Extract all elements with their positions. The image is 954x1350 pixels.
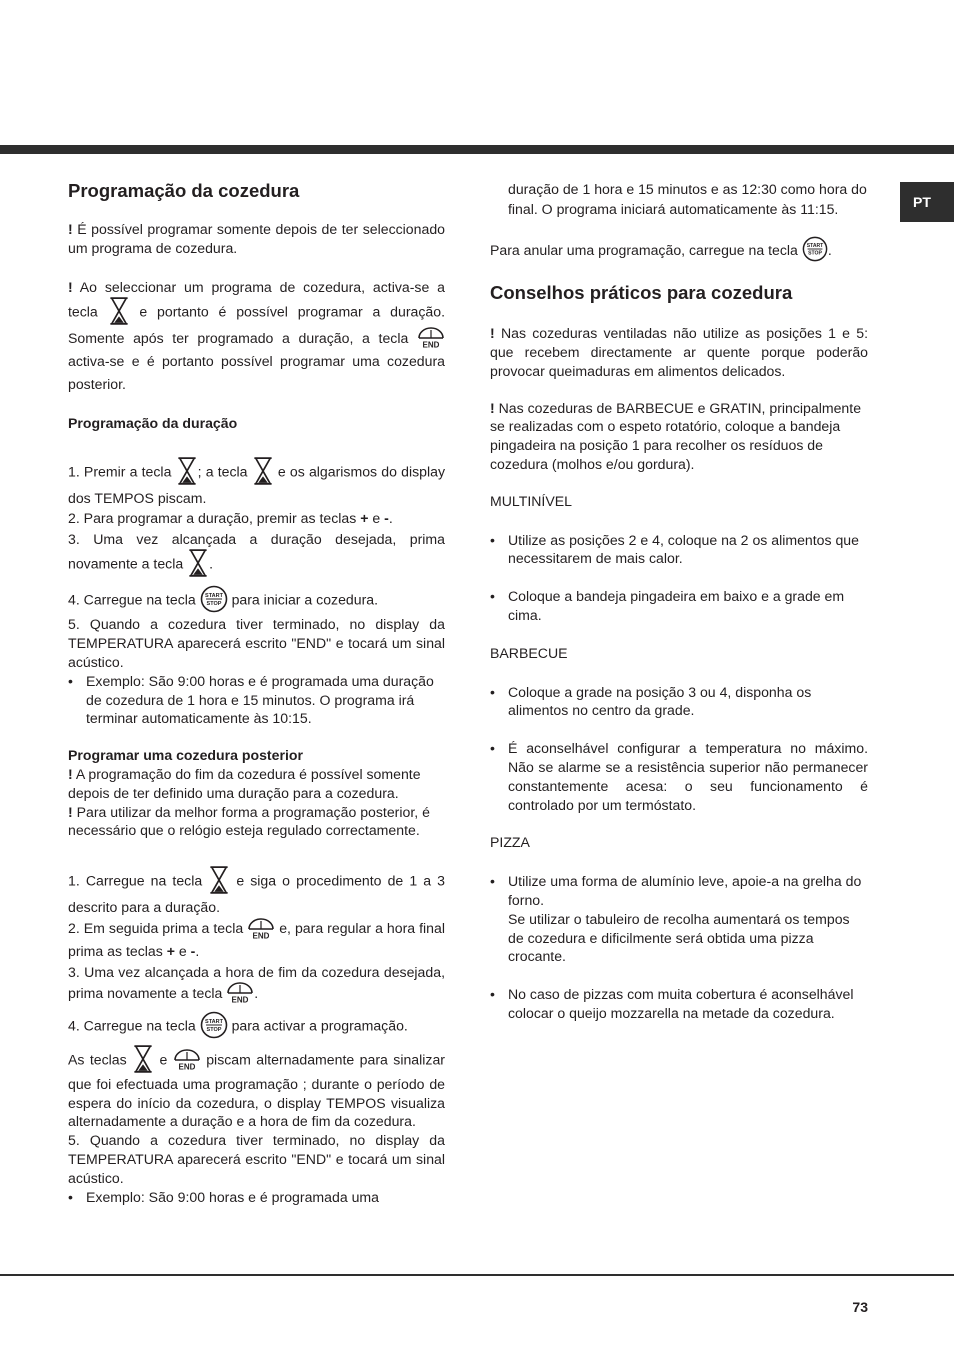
start-stop-icon [802, 236, 828, 262]
svg-text:END: END [231, 995, 249, 1003]
hourglass-icon [108, 297, 130, 325]
note-delayed-2: ! Para utilizar da melhor forma a programação posterior, é necessário que o relógio esteja regulado correctamente. [68, 803, 430, 839]
step-delayed-3: 3. Uma vez alcançada a hora de fim da cozedura desejada, prima novamente a tecla END . [68, 963, 445, 1003]
note-delayed-1: ! A programação do fim da cozedura é possível somente depois de ter definido uma duração para a cozedura. [68, 766, 421, 801]
tip-multilevel-2: • Coloque a bandeja pingadeira em baixo e a grade em cima. [490, 587, 868, 625]
step-duration-2: 2. Para programar a duração, premir as teclas + e -. [68, 509, 393, 526]
start-stop-icon [200, 1011, 228, 1039]
svg-text:END: END [252, 931, 270, 939]
tip-pizza-1-continued: Se utilizar o tabuleiro de recolha aumentará os tempos de cozedura e dificilmente será obtida uma pizza crocante. [508, 910, 850, 965]
footer-rule [0, 1274, 954, 1276]
language-tab [900, 182, 954, 222]
svg-text:START: START [204, 593, 223, 600]
tip-barbecue-1: • Coloque a grade na posição 3 ou 4, disponha os alimentos no centro da grade. [490, 683, 868, 721]
tip-multilevel-1: • Utilize as posições 2 e 4, coloque na 2 os alimentos que necessitarem de mais calor. [490, 531, 868, 569]
language-label: PT [913, 194, 931, 210]
right-column [490, 180, 868, 1023]
svg-text:START: START [806, 243, 824, 250]
step-duration-3: 3. Uma vez alcançada a duração desejada, prima novamente a tecla . [68, 527, 445, 579]
hourglass-icon [132, 1045, 154, 1073]
tip-pizza-1: • Utilize uma forma de alumínio leve, apoie-a na grelha do forno. [490, 872, 868, 910]
example-duration: • Exemplo: São 9:00 horas e é programada uma duração de cozedura de 1 hora e 15 minutos. O programa irá terminar automaticamente às 10:15. [68, 672, 445, 728]
step-duration-4: 4. Carregue na tecla START STOP para iniciar a cozedura. [68, 587, 445, 615]
top-header-bar [0, 145, 954, 154]
svg-text:END: END [422, 340, 440, 348]
svg-text:START: START [204, 1018, 223, 1025]
step-duration-1: 1. Premir a tecla ; a tecla e os algarismos do display dos TEMPOS piscam. [68, 459, 445, 509]
note-programming-1: ! É possível programar somente depois de ter seleccionado um programa de cozedura. [68, 221, 445, 256]
hourglass-icon [176, 457, 198, 485]
subheading-delayed: Programar uma cozedura posterior [68, 747, 303, 764]
left-column [68, 180, 445, 1206]
page-number: 73 [852, 1299, 868, 1315]
example-delayed: • Exemplo: São 9:00 horas e é programada uma [68, 1188, 445, 1207]
hourglass-icon [252, 457, 274, 485]
hourglass-icon [208, 866, 230, 894]
step-delayed-1: 1. Carregue na tecla e siga o procedimento de 1 a 3 descrito para a duração. [68, 868, 445, 918]
example-delayed-continued: duração de 1 hora e 15 minutos e as 12:30 como hora do final. O programa iniciará automaticamente às 11:15. [508, 181, 867, 217]
svg-text:END: END [178, 1062, 196, 1070]
subheading-duration: Programação da duração [68, 414, 238, 431]
svg-text:STOP: STOP [206, 601, 222, 608]
section-title-programming: Programação da cozedura [68, 180, 300, 201]
tip-barbecue-gratin: ! Nas cozeduras de BARBECUE e GRATIN, principalmente se realizadas com o espeto rotatório, coloque a bandeja pingadeira na posição 1 para recolher os resíduos de cozedura (molhos e/ou gordura). [490, 399, 862, 473]
tip-pizza-2: • No caso de pizzas com muita cobertura é aconselhável colocar o queijo mozzarella na metade da cozedura. [490, 985, 868, 1023]
heading-barbecue: BARBECUE [490, 644, 568, 661]
step-delayed-4: 4. Carregue na tecla START STOP para activar a programação. [68, 1013, 445, 1041]
note-programming-2: ! Ao seleccionar um programa de cozedura, activa-se a tecla e portanto é possível programar a duração. Somente após ter programado a duração, a tecla END activa-se e é portanto possível programar uma cozedura posterior. [68, 278, 446, 392]
step-delayed-2: 2. Em seguida prima a tecla END e, para regular a hora final prima as teclas + e -. [68, 918, 445, 961]
cancel-programming-note: Para anular uma programação, carregue na tecla START STOP . [490, 237, 868, 264]
end-icon [173, 1048, 201, 1070]
step-delayed-5: 5. Quando a cozedura tiver terminado, no display da TEMPERATURA aparecerá escrito "END" e tocará um sinal acústico. [68, 1132, 445, 1186]
section-title-tips: Conselhos práticos para cozedura [490, 282, 793, 304]
heading-multilevel: MULTINÍVEL [490, 492, 572, 509]
tip-ventilated: ! Nas cozeduras ventiladas não utilize as posições 1 e 5: que recebem directamente ar quente porque poderão provocar queimaduras em alimentos delicados. [490, 325, 869, 379]
start-stop-icon [200, 585, 228, 613]
svg-text:STOP: STOP [206, 1026, 222, 1033]
end-icon [417, 326, 445, 348]
svg-text:STOP: STOP [807, 250, 822, 257]
end-icon [226, 981, 254, 1003]
step-duration-5: 5. Quando a cozedura tiver terminado, no display da TEMPERATURA aparecerá escrito "END" e tocará um sinal acústico. [68, 616, 445, 671]
end-icon [247, 917, 275, 939]
hourglass-icon [187, 549, 209, 577]
tip-barbecue-2: • É aconselhável configurar a temperatura no máximo. Não se alarme se a resistência superior não permanecer constantemente acesa: o seu funcionamento é controlado por um termóstato. [490, 739, 868, 814]
heading-pizza: PIZZA [490, 834, 530, 851]
keys-blink-note: As teclas e END piscam alternadamente para sinalizar que foi efectuada uma programação ; durante o período de espera do início da cozedura, o display TEMPOS visualiza alternadamente a duração e a hora de fim da cozedura. [68, 1047, 445, 1131]
